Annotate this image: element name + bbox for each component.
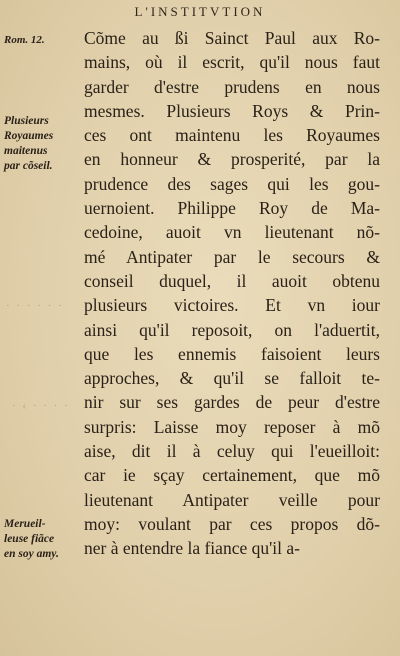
margin-note-line: Merueil- (4, 518, 46, 530)
text-line: mé Antipater par le secours & (84, 246, 380, 267)
text-line: mains, où il escrit, qu'il nous faut (84, 52, 380, 73)
text-line: que les ennemis faisoient leurs (84, 343, 380, 364)
margin-note-line: Royaumes (4, 130, 54, 142)
text-line: nir sur ses gardes de peur d'estre (84, 392, 380, 413)
margin-note-line: par cõseil. (4, 160, 53, 172)
text-line: uernoient. Philippe Roy de Ma- (84, 198, 380, 219)
text-line: aise, dit il à celuy qui l'eueilloit: (84, 441, 380, 462)
text-line: lieutenant Antipater veille pour (84, 489, 380, 510)
text-line: car ie sçay certainement, que mõ (84, 465, 380, 486)
show-through-marks: · ‹ · · · · (12, 400, 70, 412)
text-line: moy: voulant par ces propos dõ- (84, 513, 380, 534)
margin-note-line: maitenus (4, 145, 48, 157)
text-line: garder d'estre prudens en nous (84, 76, 380, 97)
body-text (84, 26, 380, 561)
margin-note-line: Plusieurs (4, 115, 49, 127)
margin-note-counsel (4, 114, 53, 174)
text-line: plusieurs victoires. Et vn iour (84, 295, 380, 316)
text-line: surpris: Laisse moy reposer à mõ (84, 416, 380, 437)
text-line: conseil duquel, il auoit obtenu (84, 270, 380, 291)
text-line: ner à entendre la fiance qu'il a- (84, 538, 300, 559)
text-line: Cõme au ßi Sainct Paul aux Ro- (84, 28, 380, 48)
margin-note-line: en soy amy. (4, 548, 59, 560)
text-line: cedoine, auoit vn lieutenant nõ- (84, 222, 380, 243)
text-line: ces ont maintenu les Royaumes (84, 125, 380, 146)
margin-note-line: leuse fiãce (4, 533, 55, 545)
text-line: mesmes. Plusieurs Roys & Prin- (84, 100, 380, 121)
text-line: prudence des sages qui les gou- (84, 173, 380, 194)
text-line: ainsi qu'il reposoit, on l'aduertit, (84, 319, 380, 340)
running-head: L'INSTITVTION (134, 4, 266, 19)
text-line: approches, & qu'il se falloit te- (84, 368, 380, 389)
text-line: en honneur & prosperité, par la (84, 149, 380, 170)
margin-note-trust (4, 517, 59, 562)
show-through-marks: · · · · · · (6, 300, 64, 312)
margin-reference: Rom. 12. (4, 34, 45, 46)
